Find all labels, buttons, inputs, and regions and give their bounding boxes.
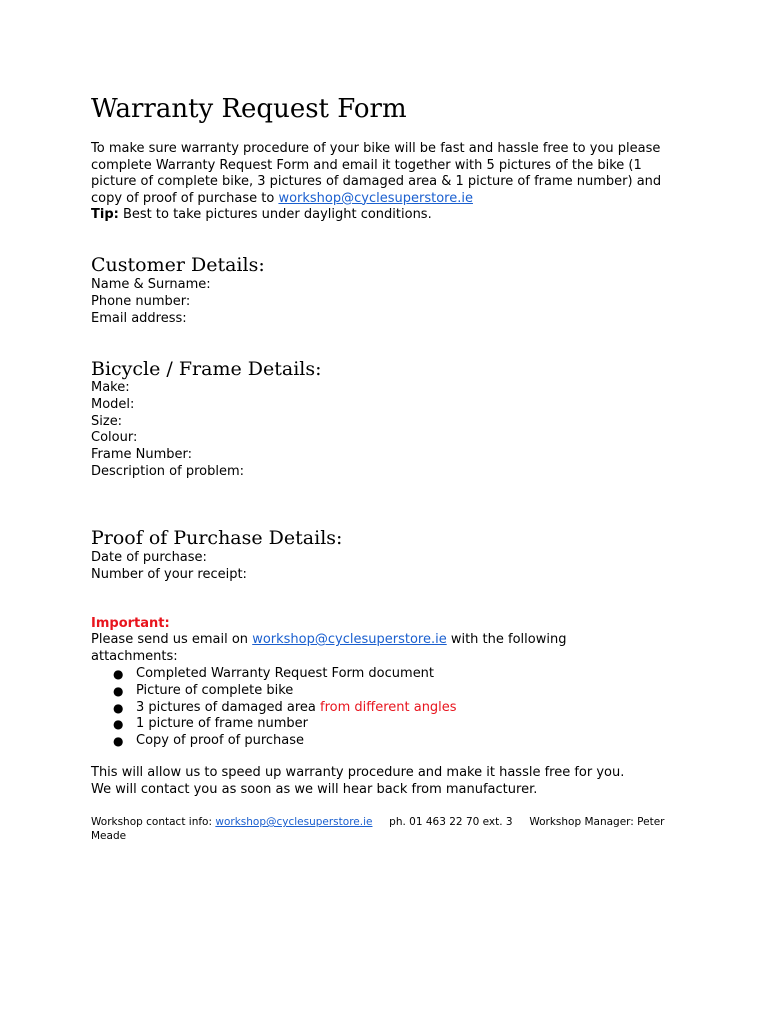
field-colour: Colour: — [91, 430, 138, 446]
attachment-text: Copy of proof of purchase — [136, 733, 305, 749]
list-item — [113, 683, 457, 700]
field-frame-number: Frame Number: — [91, 447, 193, 463]
bullet-icon: ● — [113, 700, 124, 715]
attachment-text: 1 picture of frame number — [136, 716, 309, 732]
purchase-details-heading: Proof of Purchase Details: — [91, 527, 343, 549]
attachment-text: Picture of complete bike — [136, 682, 294, 698]
field-email-address: Email address: — [91, 310, 187, 326]
bicycle-details-heading: Bicycle / Frame Details: — [91, 358, 322, 380]
closing-line-1: This will allow us to speed up warranty procedure and make it hassle free for you. — [91, 765, 625, 780]
footer-email-link[interactable]: workshop@cyclesuperstore.ie — [215, 816, 373, 828]
page-title: Warranty Request Form — [91, 94, 407, 124]
important-label: Important: — [91, 616, 170, 631]
important-text-before: Please send us email on — [91, 632, 249, 647]
purchase-fields — [91, 550, 247, 584]
field-size: Size: — [91, 413, 123, 429]
footer-contact — [91, 815, 691, 843]
field-name-surname: Name & Surname: — [91, 277, 211, 292]
field-model: Model: — [91, 396, 135, 412]
attachment-highlight: from different angles — [320, 699, 457, 715]
list-item — [113, 733, 457, 750]
bullet-icon: ● — [113, 717, 124, 732]
attachment-text: 3 pictures of damaged area — [136, 699, 316, 715]
field-make: Make: — [91, 380, 130, 395]
bicycle-fields — [91, 380, 244, 481]
bullet-icon: ● — [113, 734, 124, 749]
list-item — [113, 700, 457, 717]
bullet-icon: ● — [113, 683, 124, 698]
important-text-after: with the following attachments: — [91, 632, 567, 664]
footer-contact-label: Workshop contact info: — [91, 816, 213, 828]
attachment-list — [113, 666, 457, 750]
intro-email-link[interactable]: workshop@cyclesuperstore.ie — [278, 190, 473, 206]
field-description-of-problem: Description of problem: — [91, 463, 245, 479]
closing-paragraph — [91, 765, 691, 798]
list-item — [113, 666, 457, 683]
tip-label: Tip: — [91, 207, 119, 223]
important-email-link[interactable]: workshop@cyclesuperstore.ie — [252, 632, 447, 647]
list-item — [113, 716, 457, 733]
intro-paragraph — [91, 141, 681, 224]
field-date-of-purchase: Date of purchase: — [91, 550, 207, 565]
footer-phone: ph. 01 463 22 70 ext. 3 — [389, 816, 513, 828]
attachment-text: Completed Warranty Request Form document — [136, 666, 435, 681]
important-paragraph — [91, 632, 651, 665]
intro-text: To make sure warranty procedure of your bike will be fast and hassle free to you please complete Warranty Request Form and email it together with 5 pictures of the bike (1 picture of complete bike, 3 pictures of damaged area & 1 picture of frame number) and copy of proof of purchase to — [91, 141, 662, 206]
tip-text: Best to take pictures under daylight conditions. — [122, 207, 432, 223]
field-phone-number: Phone number: — [91, 293, 191, 309]
customer-fields — [91, 277, 211, 327]
field-receipt-number: Number of your receipt: — [91, 566, 247, 582]
bullet-icon: ● — [113, 667, 124, 681]
closing-line-2: We will contact you as soon as we will hear back from manufacturer. — [91, 781, 538, 797]
footer-manager: Workshop Manager: Peter Meade — [91, 816, 665, 842]
customer-details-heading: Customer Details: — [91, 254, 265, 276]
